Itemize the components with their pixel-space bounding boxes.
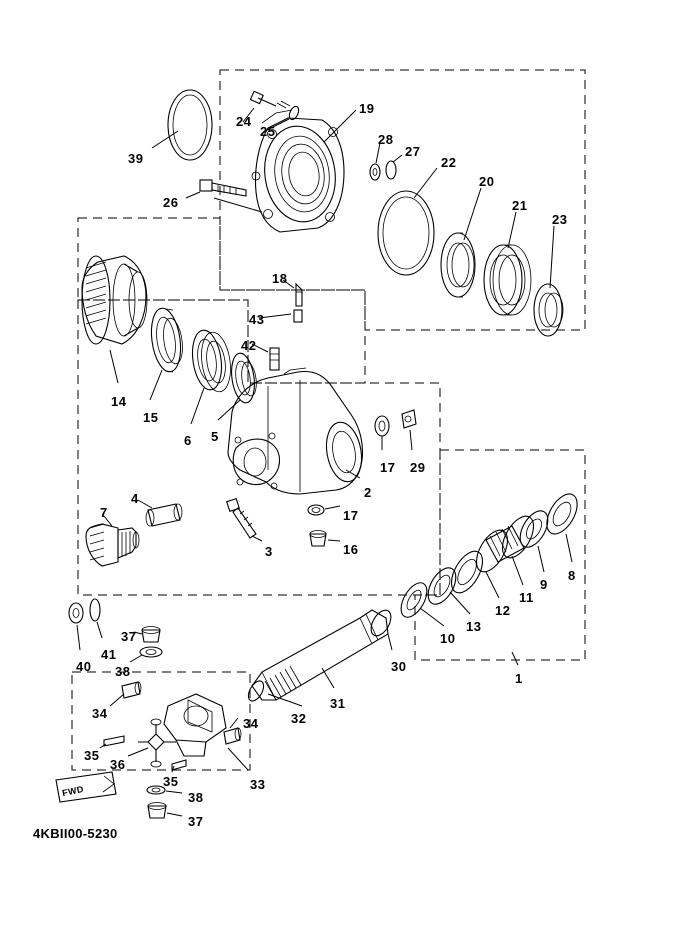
callout-35-right: 35 xyxy=(163,774,179,789)
callout-6: 6 xyxy=(184,433,192,448)
callout-43: 43 xyxy=(249,312,265,327)
callout-3: 3 xyxy=(265,544,273,559)
callout-9: 9 xyxy=(540,577,548,592)
callout-22: 22 xyxy=(441,155,457,170)
part-40-41-washers xyxy=(69,599,102,650)
callout-34-right: 34 xyxy=(243,716,259,731)
part-22-oring xyxy=(378,168,437,275)
part-14-ring-gear xyxy=(82,256,147,383)
callout-17: 17 xyxy=(380,460,396,475)
callout-42: 42 xyxy=(241,338,257,353)
part-7-drive-pinion-gear xyxy=(86,516,139,566)
part-27-28-washer-plug xyxy=(370,143,402,180)
callout-18: 18 xyxy=(272,271,288,286)
callout-1: 1 xyxy=(515,671,523,686)
callout-37-upper: 37 xyxy=(121,629,137,644)
callout-26: 26 xyxy=(163,195,179,210)
diagram-part-code: 4KBII00-5230 xyxy=(33,826,118,841)
callout-39: 39 xyxy=(128,151,144,166)
callout-10: 10 xyxy=(440,631,456,646)
callout-16: 16 xyxy=(343,542,359,557)
part-8-13-bearing-stack xyxy=(396,489,584,665)
part-17-29-plugs xyxy=(375,410,416,450)
callout-19: 19 xyxy=(359,101,375,116)
callout-24: 24 xyxy=(236,114,252,129)
callout-5: 5 xyxy=(211,429,219,444)
callout-14: 14 xyxy=(111,394,127,409)
callout-31: 31 xyxy=(330,696,346,711)
callout-29: 29 xyxy=(410,460,426,475)
part-30-31-32-drive-shaft xyxy=(245,607,395,706)
callout-25: 25 xyxy=(260,124,276,139)
callout-12: 12 xyxy=(495,603,511,618)
callout-11: 11 xyxy=(519,590,534,605)
callout-23: 23 xyxy=(552,212,568,227)
callout-17-lower: 17 xyxy=(343,508,359,523)
callout-40: 40 xyxy=(76,659,92,674)
callout-38-lower: 38 xyxy=(188,790,204,805)
callout-2: 2 xyxy=(364,485,372,500)
part-20-21-23-bearings xyxy=(441,188,563,336)
fwd-label: FWD xyxy=(61,783,85,799)
part-39-oring xyxy=(152,90,212,160)
callout-33: 33 xyxy=(250,777,266,792)
callout-8: 8 xyxy=(568,568,576,583)
part-3-4-bolt-collar xyxy=(138,499,262,541)
callout-30: 30 xyxy=(391,659,407,674)
callout-15: 15 xyxy=(143,410,159,425)
callout-34: 34 xyxy=(92,706,108,721)
callout-36: 36 xyxy=(110,757,126,772)
callout-27: 27 xyxy=(405,144,421,159)
callout-37-lower: 37 xyxy=(188,814,204,829)
callout-21: 21 xyxy=(512,198,528,213)
callout-28: 28 xyxy=(378,132,394,147)
callout-13: 13 xyxy=(466,619,482,634)
callout-32: 32 xyxy=(291,711,307,726)
callout-4: 4 xyxy=(131,491,139,506)
callout-20: 20 xyxy=(479,174,495,189)
part-15-6-5-bearings xyxy=(148,306,259,424)
part-2-final-gear-case xyxy=(228,368,366,494)
callout-35: 35 xyxy=(84,748,100,763)
callout-7: 7 xyxy=(100,505,108,520)
callout-38-upper: 38 xyxy=(115,664,131,679)
part-26-bolt xyxy=(186,180,262,212)
part-16-17-lower-plugs xyxy=(308,505,340,546)
part-37-38-nuts-lower xyxy=(147,786,182,818)
callout-41: 41 xyxy=(101,647,117,662)
